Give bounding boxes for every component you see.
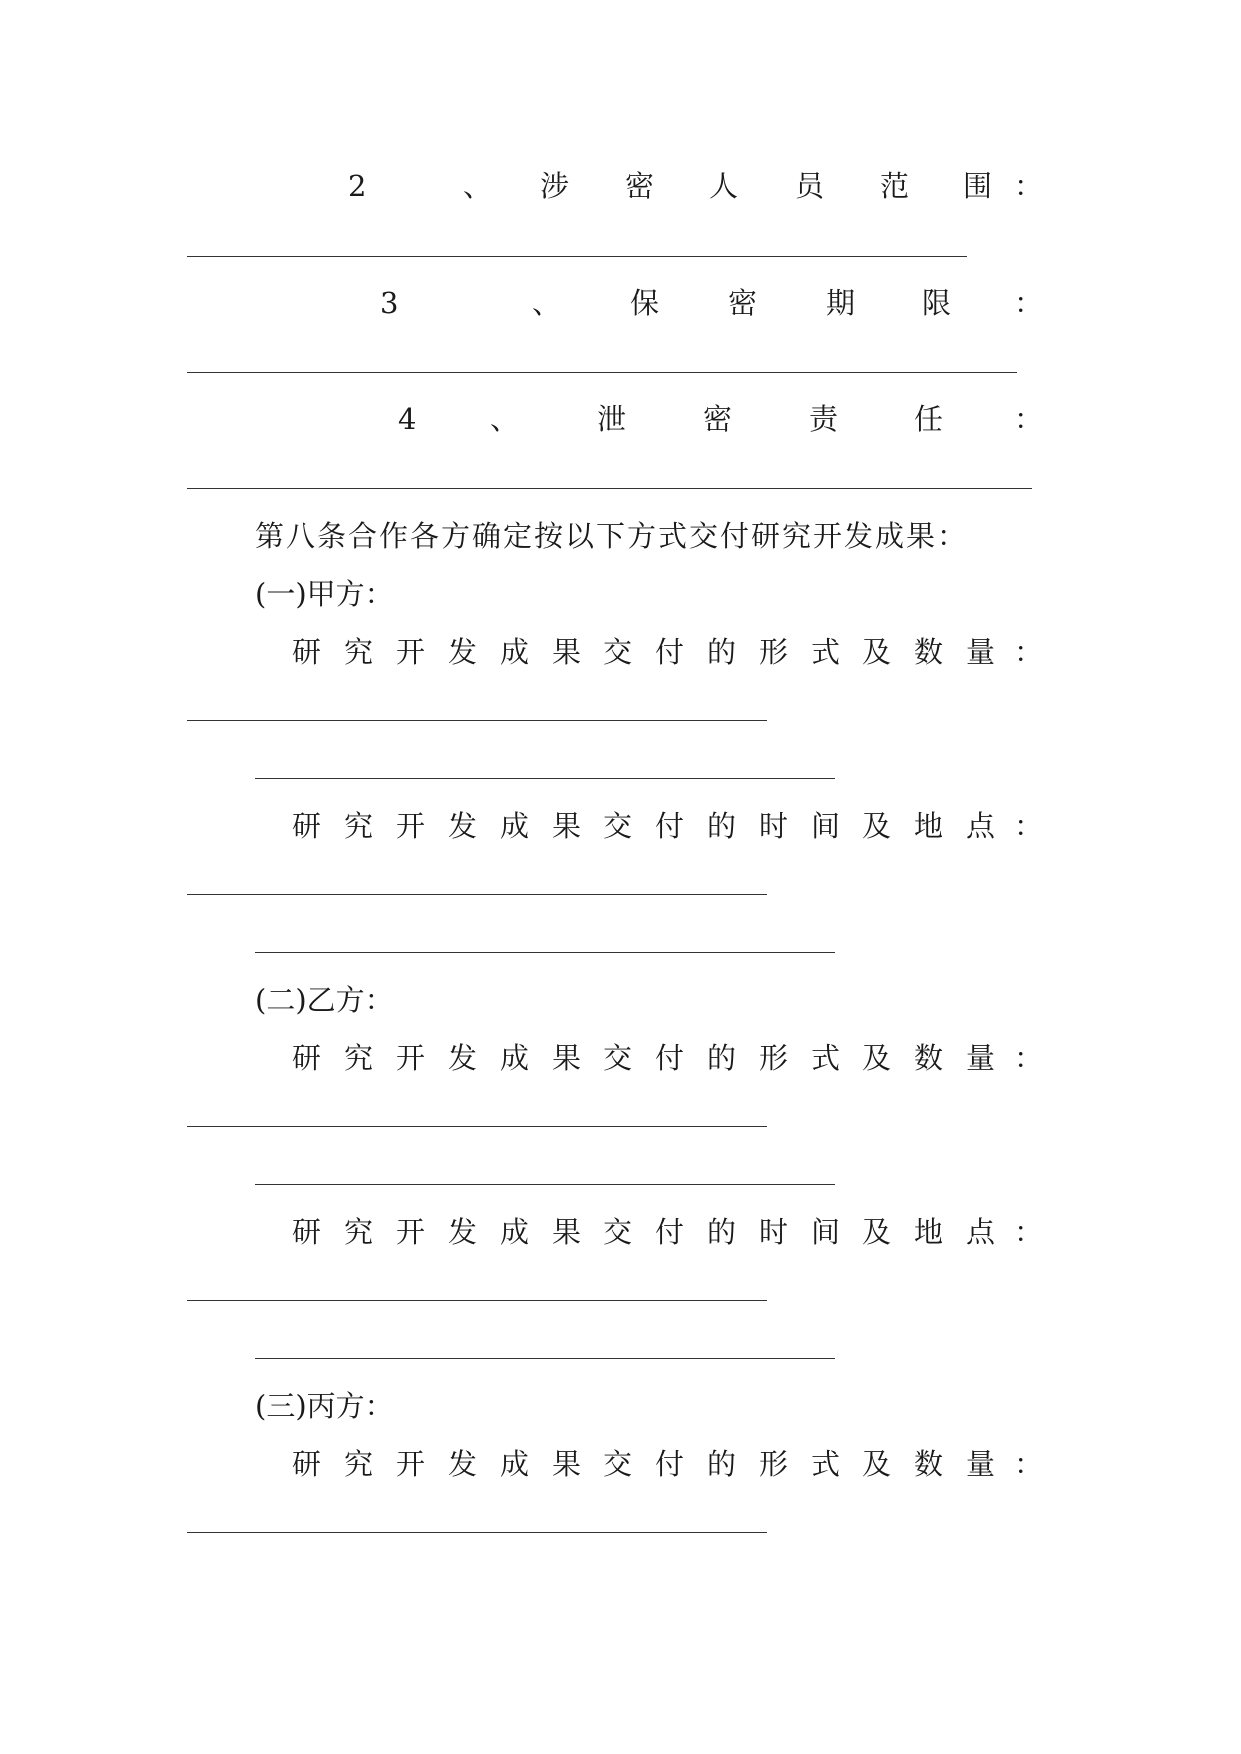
- heading-char: 究: [344, 809, 374, 843]
- heading-char: 及: [862, 635, 892, 669]
- heading-char: 及: [862, 809, 892, 843]
- heading-colon: ：: [1014, 809, 1044, 843]
- heading-char: 果: [552, 1041, 582, 1075]
- heading-char: 发: [448, 1041, 478, 1075]
- heading-char: 及: [862, 1447, 892, 1481]
- article-8-title: 第八条合作各方确定按以下方式交付研究开发成果：: [255, 519, 969, 553]
- heading-char: 果: [552, 809, 582, 843]
- heading-char: 研: [292, 1447, 322, 1481]
- item-separator: 、: [532, 286, 562, 320]
- heading-char: 的: [707, 635, 737, 669]
- heading-char: 发: [448, 635, 478, 669]
- heading-char: 间: [811, 809, 841, 843]
- heading-char: 密: [703, 402, 733, 436]
- heading-char: 交: [603, 1447, 633, 1481]
- heading-char: 付: [655, 809, 685, 843]
- heading-char: 付: [655, 1041, 685, 1075]
- heading-char: 范: [880, 169, 910, 203]
- heading-char: 保: [630, 286, 660, 320]
- heading-char: 的: [707, 809, 737, 843]
- heading-char: 形: [759, 1447, 789, 1481]
- fill-in-line: [187, 1532, 767, 1533]
- fill-in-line: [187, 1126, 767, 1127]
- item-number: 4: [398, 402, 417, 436]
- item-number: 2: [348, 169, 367, 203]
- heading-char: 任: [914, 402, 944, 436]
- heading-char: 付: [655, 1447, 685, 1481]
- heading-char: 交: [603, 635, 633, 669]
- fill-in-line: [187, 372, 1017, 373]
- fill-in-line: [255, 1358, 835, 1359]
- heading-char: 果: [552, 635, 582, 669]
- heading-char: 地: [914, 809, 944, 843]
- heading-char: 数: [914, 1041, 944, 1075]
- heading-char: 研: [292, 635, 322, 669]
- heading-char: 发: [448, 1215, 478, 1249]
- heading-char: 究: [344, 1447, 374, 1481]
- heading-char: 员: [795, 169, 825, 203]
- party-3-label: (三)丙方：: [255, 1389, 394, 1423]
- party-2-label: (二)乙方：: [255, 983, 394, 1017]
- heading-char: 及: [862, 1041, 892, 1075]
- heading-char: 地: [914, 1215, 944, 1249]
- heading-char: 研: [292, 1215, 322, 1249]
- heading-char: 数: [914, 1447, 944, 1481]
- fill-in-line: [187, 1300, 767, 1301]
- heading-char: 的: [707, 1041, 737, 1075]
- heading-char: 式: [811, 1041, 841, 1075]
- heading-char: 的: [707, 1447, 737, 1481]
- heading-char: 数: [914, 635, 944, 669]
- heading-char: 交: [603, 1041, 633, 1075]
- heading-char: 密: [625, 169, 655, 203]
- heading-char: 研: [292, 1041, 322, 1075]
- heading-char: 开: [396, 635, 426, 669]
- heading-char: 付: [655, 635, 685, 669]
- heading-char: 开: [396, 1447, 426, 1481]
- fill-in-line: [255, 1184, 835, 1185]
- heading-char: 责: [809, 402, 839, 436]
- heading-colon: ：: [1014, 1215, 1044, 1249]
- heading-char: 付: [655, 1215, 685, 1249]
- heading-char: 研: [292, 809, 322, 843]
- heading-char: 期: [826, 286, 856, 320]
- heading-char: 形: [759, 635, 789, 669]
- heading-char: 量: [966, 1041, 996, 1075]
- heading-char: 成: [500, 1041, 530, 1075]
- heading-char: 形: [759, 1041, 789, 1075]
- heading-char: 成: [500, 809, 530, 843]
- heading-char: 发: [448, 809, 478, 843]
- heading-char: 成: [500, 1447, 530, 1481]
- heading-char: 开: [396, 1215, 426, 1249]
- heading-char: 果: [552, 1447, 582, 1481]
- item-number: 3: [380, 286, 399, 320]
- heading-char: 成: [500, 1215, 530, 1249]
- heading-char: 点: [966, 1215, 996, 1249]
- fill-in-line: [187, 488, 1032, 489]
- heading-char: 点: [966, 809, 996, 843]
- heading-char: 究: [344, 635, 374, 669]
- heading-char: 量: [966, 635, 996, 669]
- heading-char: 及: [862, 1215, 892, 1249]
- fill-in-line: [187, 720, 767, 721]
- heading-char: 密: [728, 286, 758, 320]
- heading-char: 泄: [597, 402, 627, 436]
- heading-colon: ：: [1014, 1041, 1044, 1075]
- heading-char: 果: [552, 1215, 582, 1249]
- heading-char: 时: [759, 1215, 789, 1249]
- fill-in-line: [187, 894, 767, 895]
- heading-char: 时: [759, 809, 789, 843]
- heading-char: 式: [811, 1447, 841, 1481]
- heading-colon: ：: [1014, 1447, 1044, 1481]
- item-separator: 、: [490, 402, 520, 436]
- heading-char: 成: [500, 635, 530, 669]
- heading-colon: ：: [1014, 635, 1044, 669]
- heading-char: 围: [963, 169, 993, 203]
- fill-in-line: [187, 256, 967, 257]
- heading-colon: ：: [1014, 402, 1044, 436]
- heading-char: 限: [922, 286, 952, 320]
- fill-in-line: [255, 952, 835, 953]
- heading-colon: ：: [1014, 286, 1044, 320]
- heading-char: 发: [448, 1447, 478, 1481]
- heading-char: 间: [811, 1215, 841, 1249]
- fill-in-line: [255, 778, 835, 779]
- heading-char: 人: [709, 169, 739, 203]
- heading-char: 的: [707, 1215, 737, 1249]
- item-separator: 、: [463, 169, 493, 203]
- heading-char: 式: [811, 635, 841, 669]
- heading-char: 开: [396, 1041, 426, 1075]
- heading-char: 究: [344, 1215, 374, 1249]
- heading-char: 涉: [540, 169, 570, 203]
- heading-char: 开: [396, 809, 426, 843]
- party-1-label: (一)甲方：: [255, 577, 394, 611]
- heading-char: 量: [966, 1447, 996, 1481]
- heading-char: 交: [603, 1215, 633, 1249]
- heading-colon: ：: [1014, 169, 1044, 203]
- heading-char: 交: [603, 809, 633, 843]
- heading-char: 究: [344, 1041, 374, 1075]
